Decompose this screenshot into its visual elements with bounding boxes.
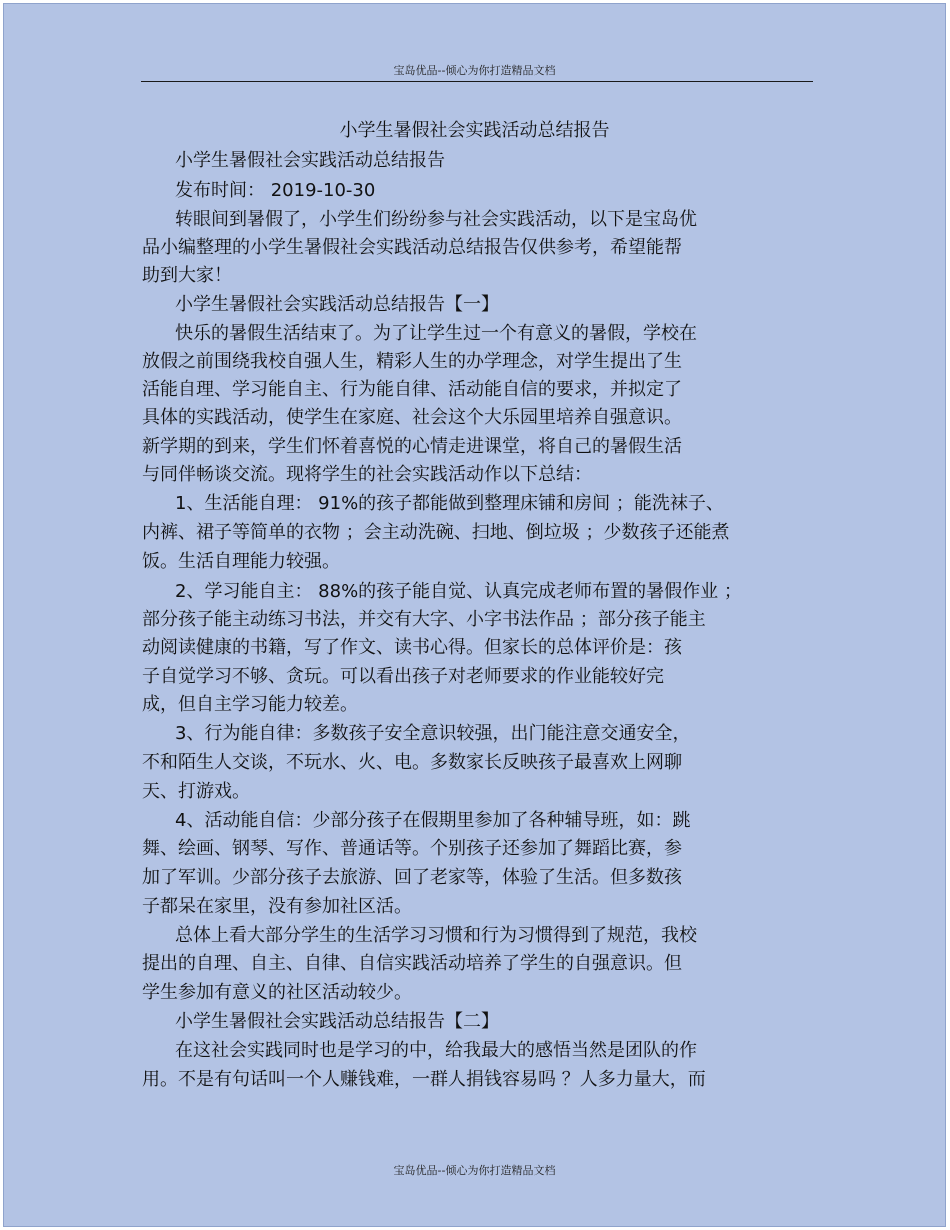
paragraph-line: 部分孩子能主动练习书法，并交有大字、小字书法作品 ；部分孩子能主	[142, 609, 706, 630]
paragraph-line: 学生参加有意义的社区活动较少。	[142, 982, 412, 1003]
paragraph-line: 加了军训。少部分孩子去旅游、回了老家等，体验了生活。但多数孩	[142, 867, 682, 888]
paragraph-line: 发布时间： 2019-10-30	[175, 180, 376, 201]
document-page	[3, 3, 946, 1227]
paragraph-line: 与同伴畅谈交流。现将学生的社会实践活动作以下总结：	[142, 464, 592, 485]
paragraph-line: 2、学习能自主： 88%的孩子能自觉、认真完成老师布置的暑假作业 ；	[175, 581, 742, 602]
paragraph-line: 小学生暑假社会实践活动总结报告	[175, 150, 445, 171]
paragraph-line: 具体的实践活动，使学生在家庭、社会这个大乐园里培养自强意识。	[142, 407, 682, 428]
paragraph-line: 内裤、裙子等简单的衣物 ；会主动洗碗、扫地、倒垃圾 ；少数孩子还能煮	[142, 522, 730, 543]
paragraph-line: 放假之前围绕我校自强人生，精彩人生的办学理念，对学生提出了生	[142, 351, 682, 372]
paragraph-line: 1、生活能自理： 91%的孩子都能做到整理床铺和房间 ；能洗袜子、	[175, 493, 724, 514]
header-divider	[141, 81, 813, 82]
document-title: 小学生暑假社会实践活动总结报告	[339, 120, 610, 141]
paragraph-line: 新学期的到来，学生们怀着喜悦的心情走进课堂，将自己的暑假生活	[142, 436, 682, 457]
paragraph-line: 活能自理、学习能自主、行为能自律、活动能自信的要求，并拟定了	[142, 379, 682, 400]
section-heading: 小学生暑假社会实践活动总结报告【二】	[175, 1011, 499, 1032]
page-header: 宝岛优品--倾心为你打造精品文档	[393, 64, 556, 77]
paragraph-line: 用。不是有句话叫一个人赚钱难，一群人捐钱容易吗 ？人多力量大，而	[142, 1069, 706, 1090]
paragraph-line: 3、行为能自律：多数孩子安全意识较强，出门能注意交通安全，	[175, 723, 691, 744]
page-footer: 宝岛优品--倾心为你打造精品文档	[393, 1164, 556, 1177]
paragraph-line: 4、活动能自信：少部分孩子在假期里参加了各种辅导班，如：跳	[175, 810, 691, 831]
paragraph-line: 子自觉学习不够、贪玩。可以看出孩子对老师要求的作业能较好完	[142, 666, 664, 687]
section-heading: 小学生暑假社会实践活动总结报告【一】	[175, 294, 499, 315]
paragraph-line: 子都呆在家里，没有参加社区活。	[142, 896, 412, 917]
paragraph-line: 助到大家！	[142, 265, 232, 286]
paragraph-line: 在这社会实践同时也是学习的中，给我最大的感悟当然是团队的作	[175, 1040, 697, 1061]
paragraph-line: 不和陌生人交谈，不玩水、火、电。多数家长反映孩子最喜欢上网聊	[142, 752, 682, 773]
paragraph-line: 总体上看大部分学生的生活学习习惯和行为习惯得到了规范，我校	[175, 925, 697, 946]
paragraph-line: 动阅读健康的书籍，写了作文、读书心得。但家长的总体评价是：孩	[142, 637, 682, 658]
paragraph-line: 天、打游戏。	[142, 781, 250, 802]
paragraph-line: 转眼间到暑假了，小学生们纷纷参与社会实践活动，以下是宝岛优	[175, 209, 697, 230]
paragraph-line: 快乐的暑假生活结束了。为了让学生过一个有意义的暑假，学校在	[175, 323, 697, 344]
paragraph-line: 品小编整理的小学生暑假社会实践活动总结报告仅供参考，希望能帮	[142, 237, 682, 258]
paragraph-line: 提出的自理、自主、自律、自信实践活动培养了学生的自强意识。但	[142, 953, 682, 974]
paragraph-line: 饭。生活自理能力较强。	[142, 551, 340, 572]
paragraph-line: 舞、绘画、钢琴、写作、普通话等。个别孩子还参加了舞蹈比赛，参	[142, 838, 682, 859]
paragraph-line: 成，但自主学习能力较差。	[142, 694, 358, 715]
